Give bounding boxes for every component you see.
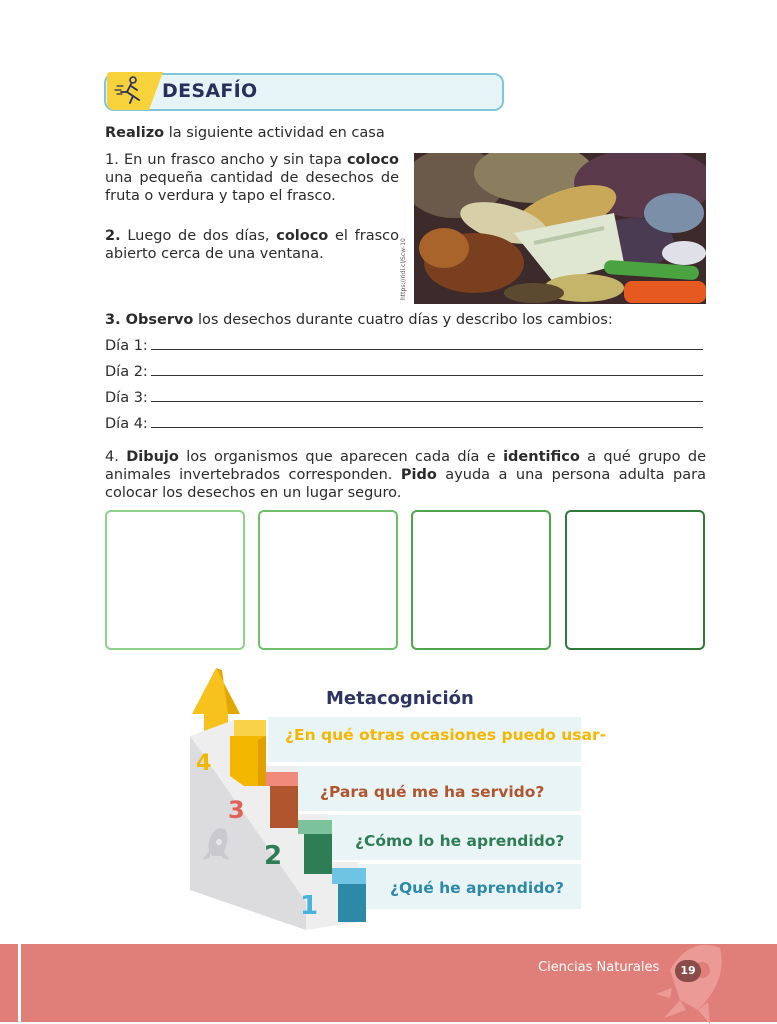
day-2-label: Día 2: (105, 364, 148, 380)
day-3-label: Día 3: (105, 390, 148, 406)
day-4-label: Día 4: (105, 416, 148, 432)
step-1-pre: 1. En un frasco ancho y sin tapa (105, 152, 347, 168)
question-3: ¿Para qué me ha servido? (320, 783, 545, 801)
day-1-label: Día 1: (105, 338, 148, 354)
question-2: ¿Cómo lo he aprendido? (355, 832, 565, 850)
answer-line[interactable] (151, 401, 703, 402)
answer-line[interactable] (151, 349, 703, 350)
step-4-bold-1: Dibujo (126, 449, 179, 465)
drawing-box-day-2[interactable] (258, 510, 398, 650)
answer-line[interactable] (151, 427, 703, 428)
step-2-post: el frasco abierto cerca de una ventana. (105, 228, 399, 262)
intro-rest: la siguiente actividad en casa (164, 125, 385, 141)
rocket-icon (650, 940, 750, 1024)
step-2-bold: coloco (276, 228, 329, 244)
step-2-pre: Luego de dos días, (120, 228, 277, 244)
section-title: DESAFÍO (162, 80, 258, 102)
page-number: 19 (675, 960, 701, 982)
drawing-box-day-4[interactable] (565, 510, 705, 650)
footer-divider (18, 944, 21, 1022)
step-4-text-1: los organismos que aparecen cada día e (178, 449, 504, 465)
photo-credit: https://ridl.cl/Scw-10 (400, 238, 407, 300)
step-1-post: una pequeña cantidad de desechos de fruta o verdura y tapo el frasco. (105, 170, 399, 204)
step-1-bold: coloco (346, 152, 399, 168)
intro-bold: Realizo (105, 125, 165, 141)
step-3-bold: 3. Observo (105, 312, 194, 328)
day-3-line[interactable] (105, 390, 703, 406)
step-2-text (105, 227, 399, 263)
step-4-text (105, 448, 706, 502)
day-4-line[interactable] (105, 416, 703, 432)
question-4: ¿En qué otras ocasiones puedo usar- (285, 726, 607, 744)
subject-label: Ciencias Naturales (538, 960, 660, 975)
svg-text:4: 4 (196, 751, 212, 776)
step-1-text (105, 151, 399, 205)
step-4-pre: 4. (105, 449, 127, 465)
svg-text:3: 3 (228, 796, 245, 824)
answer-line[interactable] (151, 375, 703, 376)
step-3-text (105, 311, 613, 329)
step-4-text-2: a qué grupo de animales invertebrados corresponden. (105, 449, 706, 483)
day-2-line[interactable] (105, 364, 703, 380)
drawing-box-day-3[interactable] (411, 510, 551, 650)
compost-photo (414, 153, 706, 304)
step-4-text-3: ayuda a una persona adulta para colocar los desechos en un lugar seguro. (105, 467, 706, 501)
day-1-line[interactable] (105, 338, 703, 354)
step-2-number: 2. (105, 228, 121, 244)
step-3-rest: los desechos durante cuatro días y describo los cambios: (193, 312, 613, 328)
runner-icon (103, 70, 165, 112)
metacognition-title: Metacognición (326, 688, 474, 709)
svg-text:2: 2 (264, 841, 283, 871)
svg-text:1: 1 (300, 891, 319, 921)
step-4-bold-2: identifico (503, 449, 580, 465)
drawing-box-day-1[interactable] (105, 510, 245, 650)
intro-text (105, 124, 385, 142)
question-1: ¿Qué he aprendido? (390, 879, 564, 897)
step-4-bold-3: Pido (400, 467, 437, 483)
